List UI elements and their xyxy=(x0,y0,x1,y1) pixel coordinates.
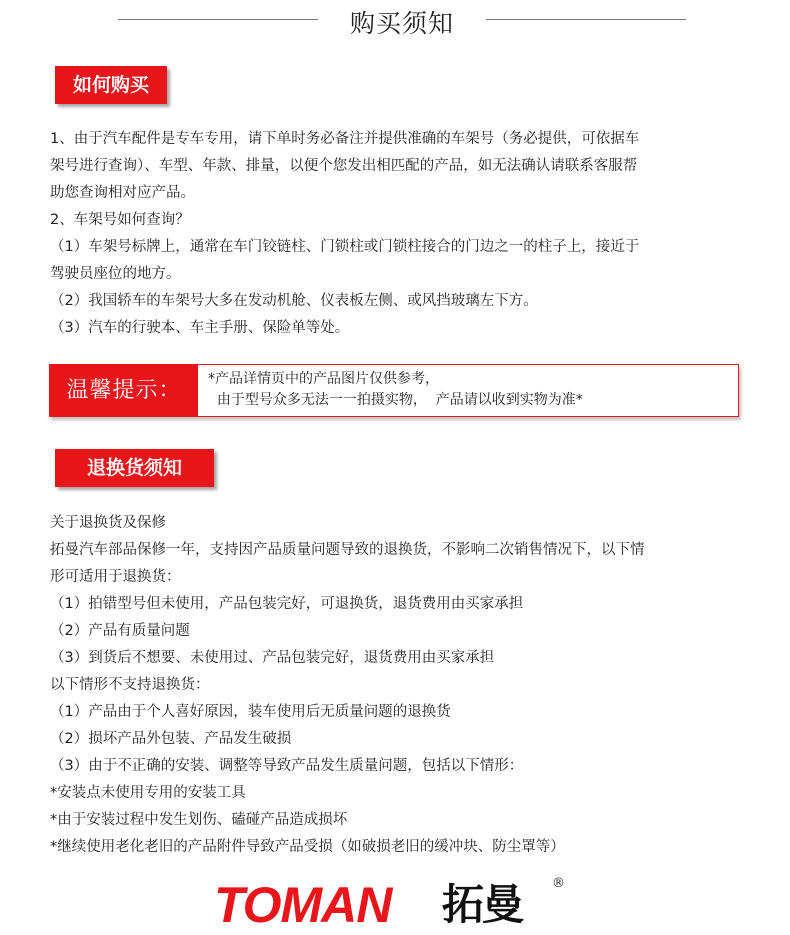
text-line: *由于安装过程中发生划伤、磕碰产品造成损坏 xyxy=(50,812,348,828)
header-divider-right xyxy=(486,19,686,20)
notice-label: 温馨提示： xyxy=(50,365,198,416)
return-policy-heading: 退换货须知 xyxy=(55,449,214,487)
text-line: （3）汽车的行驶本、车主手册、保险单等处。 xyxy=(50,320,350,336)
text-line: 关于退换货及保修 xyxy=(50,515,166,531)
text-line: （3）到货后不想要、未使用过、产品包装完好，退货费用由买家承担 xyxy=(50,650,495,666)
how-to-buy-heading: 如何购买 xyxy=(55,66,167,104)
text-line: 以下情形不支持退换货： xyxy=(50,677,210,693)
text-line: *继续使用老化老旧的产品附件导致产品受损（如破损老旧的缓冲块、防尘罩等） xyxy=(50,839,565,855)
text-line: 拓曼汽车部品保修一年，支持因产品质量问题导致的退换货，不影响二次销售情况下，以下情 xyxy=(50,542,645,558)
text-line: （3）由于不正确的安装、调整等导致产品发生质量问题，包括以下情形： xyxy=(50,758,524,774)
text-line: （2）我国轿车的车架号大多在发动机舱、仪表板左侧、或风挡玻璃左下方。 xyxy=(50,293,538,309)
page-header xyxy=(0,0,790,44)
brand-chinese-name: 拓曼 xyxy=(442,880,523,929)
text-line: （2）产品有质量问题 xyxy=(50,623,190,639)
header-divider-left xyxy=(118,19,318,20)
how-to-buy-section xyxy=(50,126,750,342)
text-line: *安装点未使用专用的安装工具 xyxy=(50,785,246,801)
notice-line: *产品详情页中的产品图片仅供参考， xyxy=(208,371,439,387)
page-title: 购买须知 xyxy=(349,9,454,38)
text-line: （1）拍错型号但未使用，产品包装完好，可退换货，退货费用由买家承担 xyxy=(50,596,524,612)
text-line: 1、由于汽车配件是专车专用，请下单时务必备注并提供准确的车架号（务必提供，可依据车 xyxy=(50,131,640,147)
return-policy-section xyxy=(50,510,750,861)
registered-mark: ® xyxy=(552,876,565,891)
text-line: （1）车架号标牌上，通常在车门铰链柱、门锁柱或门锁柱接合的门边之一的柱子上，接近于 xyxy=(50,239,640,255)
brand-logo xyxy=(214,878,574,932)
brand-wordmark: TOMAN xyxy=(214,877,392,933)
text-line: （2）损坏产品外包装、产品发生破损 xyxy=(50,731,292,747)
notice-box xyxy=(49,364,739,417)
text-line: 助您查询相对应产品。 xyxy=(50,185,195,201)
notice-line: 由于型号众多无法一一拍摄实物， 产品请以收到实物为准* xyxy=(208,392,583,408)
text-line: 驾驶员座位的地方。 xyxy=(50,266,181,282)
text-line: 2、车架号如何查询？ xyxy=(50,212,190,228)
text-line: （1）产品由于个人喜好原因，装车使用后无质量问题的退换货 xyxy=(50,704,451,720)
text-line: 架号进行查询）、车型、年款、排量，以便个您发出相匹配的产品，如无法确认请联系客服帮 xyxy=(50,158,638,174)
text-line: 形可适用于退换货： xyxy=(50,569,181,585)
notice-text xyxy=(208,369,583,411)
